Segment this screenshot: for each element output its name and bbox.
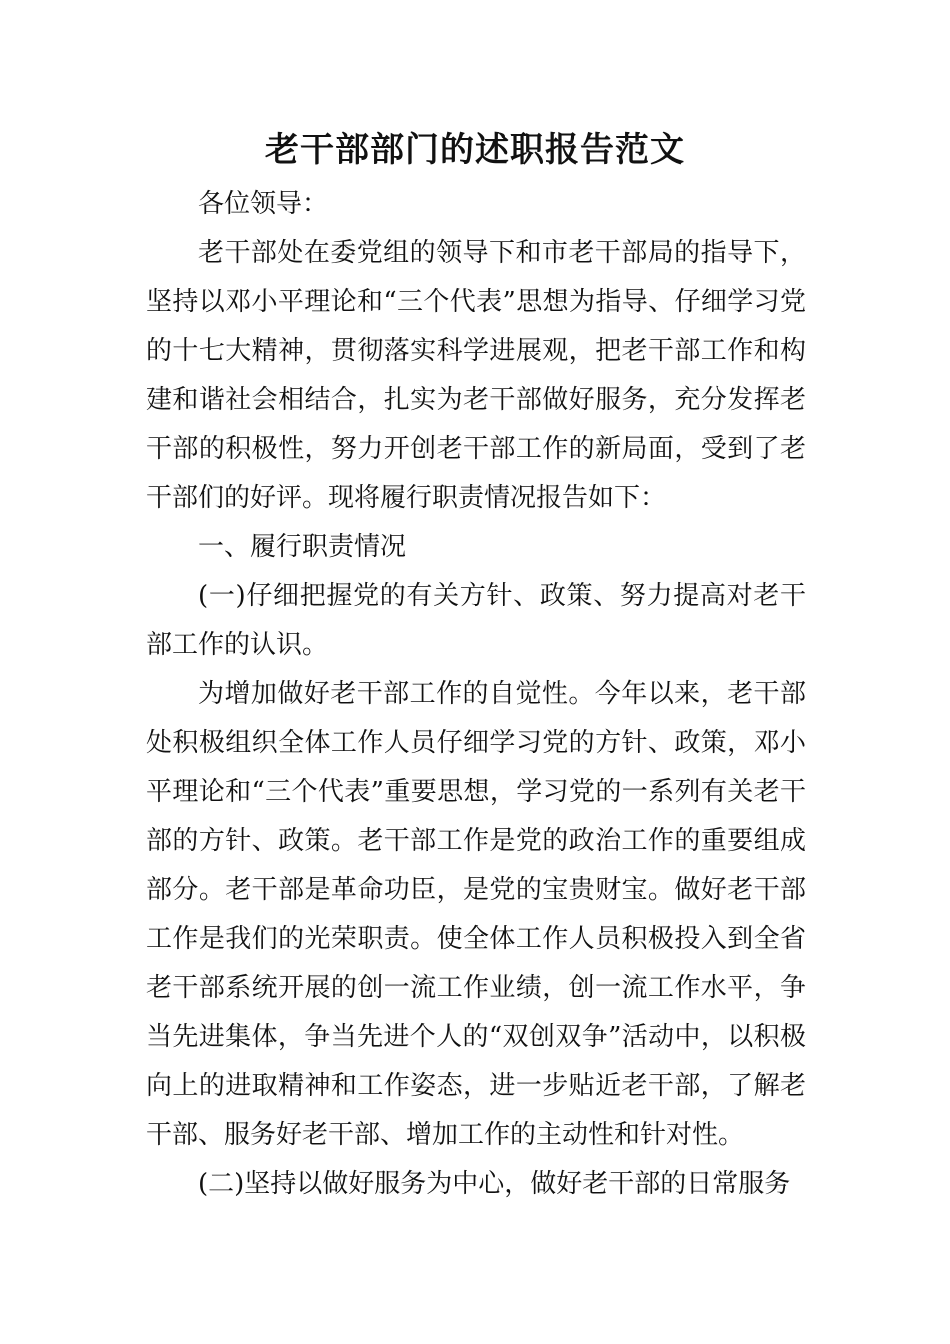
section-heading-1: 一、履行职责情况 bbox=[198, 532, 407, 562]
subsection-heading-2: (二)坚持以做好服务为中心，做好老干部的日常服务 bbox=[198, 1169, 791, 1199]
document-title: 老干部部门的述职报告范文 bbox=[265, 130, 685, 170]
document-body bbox=[146, 180, 806, 1209]
paragraph-intro: 老干部处在委党组的领导下和市老干部局的指导下，坚持以邓小平理论和“三个代表”思想为指导、仔细学习党的十七大精神，贯彻落实科学进展观，把老干部工作和构建和谐社会相结合，扎实为老干部做好服务，充分发挥老干部的积极性，努力开创老干部工作的新局面，受到了老干部们的好评。现将履行职责情况报告如下： bbox=[146, 238, 806, 513]
salutation: 各位领导： bbox=[198, 189, 329, 219]
paragraph-study: 为增加做好老干部工作的自觉性。今年以来，老干部处积极组织全体工作人员仔细学习党的方针、政策，邓小平理论和“三个代表”重要思想，学习党的一系列有关老干部的方针、政策。老干部工作是党的政治工作的重要组成部分。老干部是革命功臣，是党的宝贵财宝。做好老干部工作是我们的光荣职责。使全体工作人员积极投入到全省老干部系统开展的创一流工作业绩，创一流工作水平，争当先进集体，争当先进个人的“双创双争”活动中，以积极向上的进取精神和工作姿态，进一步贴近老干部，了解老干部、服务好老干部、增加工作的主动性和针对性。 bbox=[146, 679, 806, 1150]
subsection-heading-1: (一)仔细把握党的有关方针、政策、努力提高对老干部工作的认识。 bbox=[146, 581, 806, 660]
